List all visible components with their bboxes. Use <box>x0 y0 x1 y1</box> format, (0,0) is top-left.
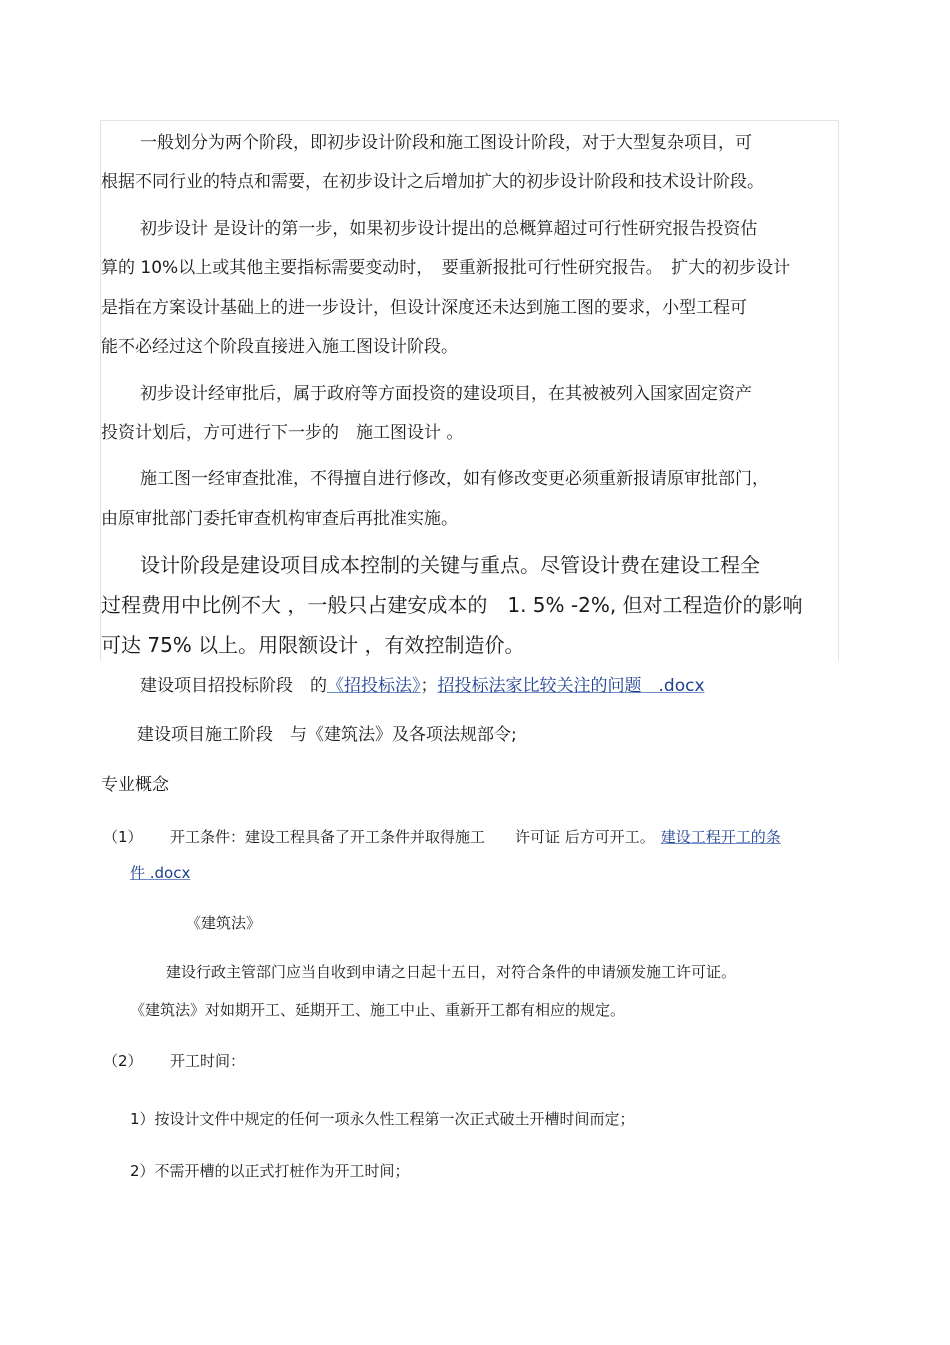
construction-stage-line: 建设项目施工阶段 与《建筑法》及各项法规部令; <box>137 725 517 745</box>
sub-item-1: 1）按设计文件中规定的任何一项永久性工程第一次正式破土开槽时间而定； <box>130 1110 635 1128</box>
start-conditions-doc-link[interactable]: 建设工程开工的条 <box>660 828 781 846</box>
paragraph-3-line-2: 投资计划后，方可进行下一步的 施工图设计 。 <box>101 423 464 443</box>
paragraph-2-line-2: 算的 10%以上或其他主要指标需要变动时， 要重新报批可行性研究报告。 扩大的初步设计 <box>101 258 791 278</box>
item-1-text: 开工条件：建设工程具备了开工条件并取得施工 许可证 后方可开工。 <box>170 828 655 846</box>
paragraph-4-line-1: 施工图一经审查批准，不得擅自进行修改，如有修改变更必须重新报请原审批部门， <box>140 469 769 489</box>
paragraph-3-line-1: 初步设计经审批后，属于政府等方面投资的建设项目，在其被被列入国家固定资产 <box>140 384 752 404</box>
law-line-2: 《建筑法》对如期开工、延期开工、施工中止、重新开工都有相应的规定。 <box>130 1001 626 1019</box>
bidding-separator: ； <box>420 676 438 696</box>
law-line-1: 建设行政主管部门应当自收到申请之日起十五日，对符合条件的申请颁发施工许可证。 <box>166 963 737 981</box>
paragraph-5-line-1: 设计阶段是建设项目成本控制的关键与重点。尽管设计费在建设工程全 <box>140 553 760 577</box>
paragraph-2-line-4: 能不必经过这个阶段直接进入施工图设计阶段。 <box>101 337 458 357</box>
paragraph-2-line-1: 初步设计 是设计的第一步，如果初步设计提出的总概算超过可行性研究报告投资估 <box>140 219 758 239</box>
bidding-stage-line <box>140 676 705 696</box>
paragraph-2-line-3: 是指在方案设计基础上的进一步设计，但设计深度还未达到施工图的要求，小型工程可 <box>101 298 747 318</box>
item-1-number: （1） <box>103 828 143 846</box>
item-2-number: （2） <box>103 1052 143 1070</box>
paragraph-1-line-2: 根据不同行业的特点和需要，在初步设计之后增加扩大的初步设计阶段和技术设计阶段。 <box>101 172 764 192</box>
paragraph-5-line-2: 过程费用中比例不大 ，一般只占建安成本的 1. 5% -2%, 但对工程造价的影响 <box>101 593 803 617</box>
paragraph-4-line-2: 由原审批部门委托审查机构审查后再批准实施。 <box>101 509 458 529</box>
item-1-line-1 <box>170 828 781 846</box>
start-conditions-doc-link-cont[interactable]: 件 .docx <box>130 864 191 882</box>
law-title: 《建筑法》 <box>186 914 262 932</box>
sub-item-2: 2）不需开槽的以正式打桩作为开工时间； <box>130 1162 410 1180</box>
item-2-text: 开工时间： <box>170 1052 246 1070</box>
paragraph-5-line-3: 可达 75% 以上。用限额设计 ，有效控制造价。 <box>101 633 525 657</box>
paragraph-1-line-1: 一般划分为两个阶段，即初步设计阶段和施工图设计阶段，对于大型复杂项目，可 <box>140 133 752 153</box>
bidding-stage-prefix: 建设项目招投标阶段 的 <box>140 676 327 696</box>
concepts-heading: 专业概念 <box>101 775 169 795</box>
bidding-law-link[interactable]: 《招投标法》 <box>327 676 421 696</box>
bidding-issues-doc-link[interactable]: 招投标法家比较关注的问题 .docx <box>437 676 705 696</box>
